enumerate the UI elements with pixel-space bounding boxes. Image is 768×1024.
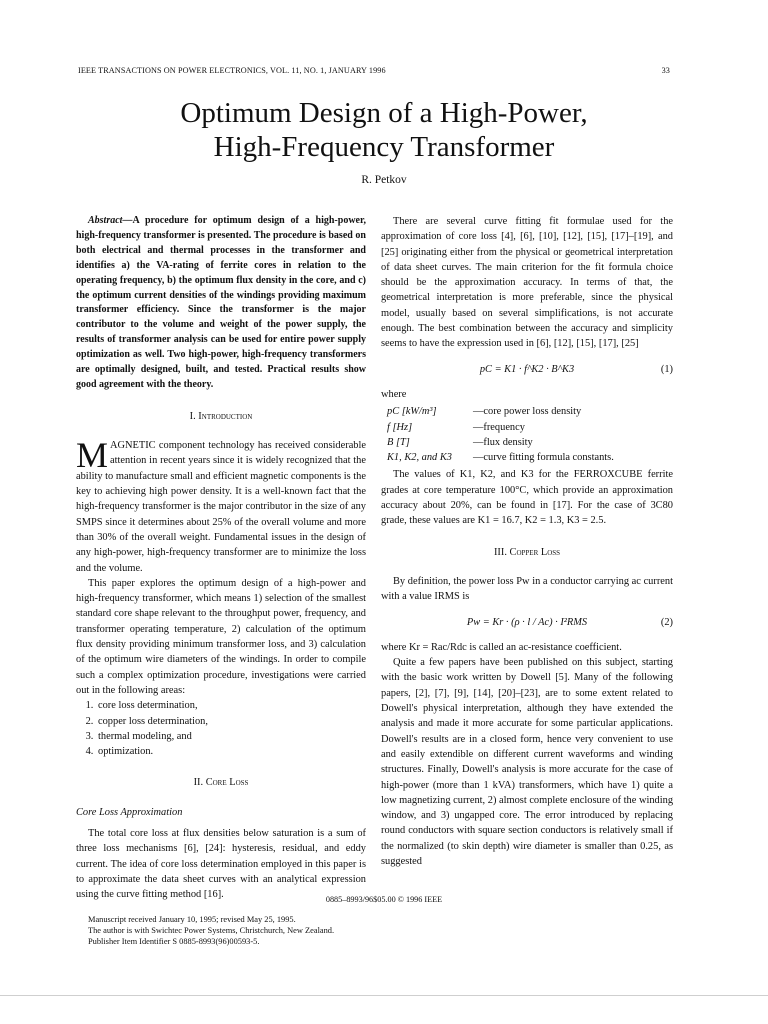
equation-2-body: Pw = Kr · (ρ · l / Ac) · I²RMS xyxy=(466,616,588,628)
investigation-list xyxy=(76,698,366,759)
list-item: 4. optimization. xyxy=(96,744,366,759)
title-line-2: High-Frequency Transformer xyxy=(213,131,555,163)
section-3-heading: III. Copper Loss xyxy=(493,546,561,558)
intro-paragraph-2: This paper explores the optimum design of a high-power and high-frequency transformer, which means 1) selection of the smallest standard core shape relevant to the throughput power, frequency, and transformer operating temperature, 2) calculation of the optimum flux density providing minimum transformer loss, and 3) calculation of the optimum wire diameters of the windings. In order to compile such a complex optimization procedure, investigations were carried out in the following areas: xyxy=(76,577,366,696)
dowell-paragraph: Quite a few papers have been published on this subject, starting with the basic work written by Dowell [5]. Many of the following papers, [2], [7], [9], [14], [20]–[23], are to some extent related to Dowell's physical interpretation, although they have extended the analysis and made it more accurate for some particular applications. Dowell's results are in a closed form, hence very convenient to use and easily extendible on different current waveforms and winding structures. Finally, Dowell's analysis is more accurate for the case of high-power (more than 1 kVA) transformers, which have 1) quite a low magnetizing current, 2) almost complete enclosure of the winding window, and 3) ungapped core. The error introduced by replacing round conductors with square section conductors is relatively small if the normalized (to skin depth) wire diameter is smaller than 0.25, as suggested xyxy=(381,657,674,867)
definition-symbol: pC [kW/m³] xyxy=(387,406,437,418)
footnote-line: Manuscript received January 10, 1995; revised May 25, 1995. xyxy=(88,915,296,925)
copper-loss-paragraph: By definition, the power loss Pw in a conductor carrying ac current with a value IRMS is xyxy=(381,575,673,603)
title-line-1: Optimum Design of a High-Power, xyxy=(180,97,588,129)
kr-definition: where Kr = Rac/Rdc is called an ac-resistance coefficient. xyxy=(381,641,622,653)
paper-title xyxy=(0,96,768,164)
equation-2 xyxy=(381,615,673,630)
core-loss-paragraph: The total core loss at flux densities below saturation is a sum of three loss mechanisms [6], [24]: hysteresis, residual, and eddy current. The idea of core loss determination employed in this paper is to approximate the data sheet curves with an analytical expression using the curve fitting method [16]. xyxy=(76,828,366,901)
constants-paragraph: The values of K1, K2, and K3 for the FERROXCUBE ferrite grades at core temperature 100°C, which provide an approximation accuracy about 20%, can be found in [17]. For the case of 3C80 grade, these values are K1 = 16.7, K2 = 1.3, K3 = 2.5. xyxy=(381,469,673,527)
definition-row xyxy=(387,450,673,465)
definition-symbol: K1, K2, and K3 xyxy=(387,452,452,464)
list-item: 1. core loss determination, xyxy=(96,698,366,713)
footnote-line: The author is with Swichtec Power Systems, Christchurch, New Zealand. xyxy=(88,926,335,936)
abstract-text: A procedure for optimum design of a high-power, high-frequency transformer is presented. The procedure is based on both electrical and thermal processes in the transformer and identifies a) the VA-rating of ferrite cores in relation to the operating frequency, b) the optimum flux density in the core, and c) the optimum current densities of the windings providing maximum transformer efficiency. Since the transformer is the major contributor to the volume and weight of the power supply, the results of transformer analysis can be used for entire power supply optimization as well. Two high-power, high-frequency transformers are optimally designed, built, and tested. Practical results show good agreement with the theory. xyxy=(76,215,366,390)
journal-name: IEEE TRANSACTIONS ON POWER ELECTRONICS, VOL. 11, NO. 1, JANUARY 1996 xyxy=(78,66,386,75)
footnote-line: Publisher Item Identifier S 0885-8993(96)00593-5. xyxy=(88,937,260,947)
definition-text: —flux density xyxy=(473,436,533,448)
where-label: where xyxy=(381,388,407,400)
definition-text: —core power loss density xyxy=(473,406,582,418)
page-number: 33 xyxy=(661,66,670,75)
equation-2-number: (2) xyxy=(660,616,673,628)
scan-edge-line xyxy=(0,995,768,996)
definition-text: —frequency xyxy=(473,421,525,433)
list-item: 3. thermal modeling, and xyxy=(96,729,366,744)
definition-row xyxy=(387,420,673,435)
definition-row xyxy=(387,404,673,419)
right-column xyxy=(381,214,673,869)
left-column xyxy=(76,214,366,947)
section-1-heading: I. Introduction xyxy=(189,410,253,422)
list-item: 2. copper loss determination, xyxy=(96,714,366,729)
definition-symbol: B [T] xyxy=(387,436,410,448)
dropcap: M xyxy=(76,435,109,476)
footnote xyxy=(76,914,366,947)
definition-row xyxy=(387,435,673,450)
intro-paragraph-1-text: AGNETIC component technology has received considerable attention in recent years since it is widely recognized that the ability to manufacture small and efficient magnetic components is the key to achieving high power density. It is a well-known fact that the high-frequency transformer is the major contributor in the size of any SMPS since it determines about 25% of the overall volume and more than 30% of the overall weight. Fundamental issues in the design of any high-power, high-frequency transformer are to minimize the loss and the volume. xyxy=(76,440,366,574)
curve-fit-paragraph: There are several curve fitting fit formulae used for the approximation of core loss [4], [6], [10], [12], [15], [17]–[19], and [25] originating either from the physical or geometrical interpretation of data sheet curves. The main criterion for the fit formula choice should be the approximation accuracy. In terms of that, the geometrical interpretation is more preferable, since the physical model, usually based on several simplifications, is not accurate enough. The best combination between the accuracy and simplicity seems to have the expression used in [6], [12], [15], [17], [25] xyxy=(381,216,673,350)
abstract xyxy=(76,214,366,393)
symbol-definitions xyxy=(387,404,673,465)
subsection-heading: Core Loss Approximation xyxy=(76,806,183,818)
intro-paragraph-1 xyxy=(76,435,366,576)
section-2-heading: II. Core Loss xyxy=(193,777,249,789)
copyright-line: 0885–8993/96$05.00 © 1996 IEEE xyxy=(325,895,443,904)
equation-1-body: pC = K1 · f^K2 · B^K3 xyxy=(479,363,575,375)
equation-1-number: (1) xyxy=(660,363,673,375)
author: R. Petkov xyxy=(361,174,407,186)
definition-symbol: f [Hz] xyxy=(387,421,413,433)
equation-1 xyxy=(381,362,673,377)
running-header xyxy=(78,66,670,75)
abstract-lead: Abstract— xyxy=(88,215,133,226)
definition-text: —curve fitting formula constants. xyxy=(473,452,614,464)
